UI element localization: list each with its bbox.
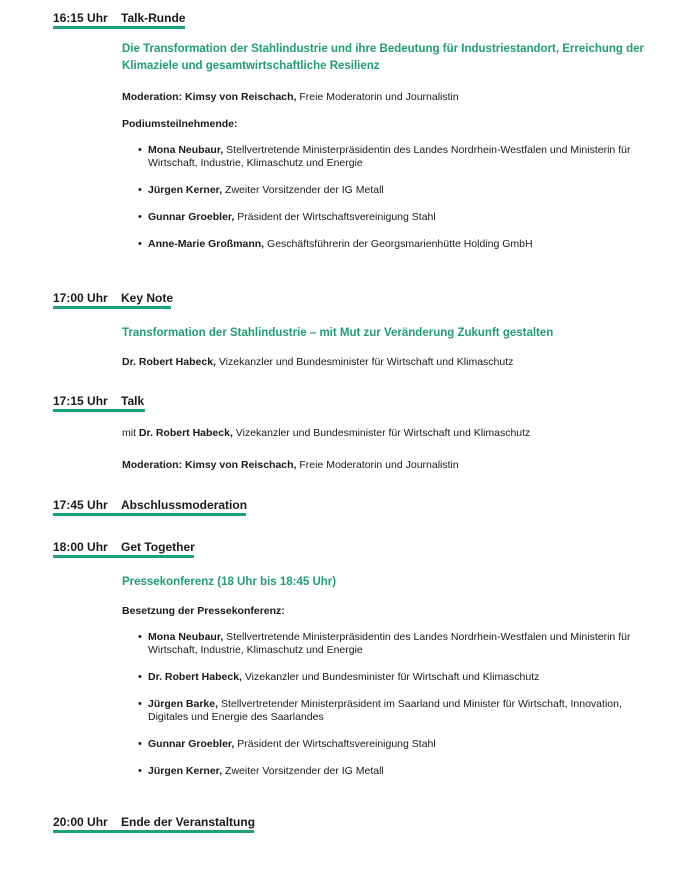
- section-subtitle: Transformation der Stahlindustrie – mit Mut zur Veränderung Zukunft gestalten: [122, 327, 554, 339]
- section-title: Ende der Veranstaltung: [121, 815, 256, 829]
- press-participant-list: [122, 631, 662, 778]
- speaker-role: Vizekanzler und Bundesminister für Wirtschaft und Klimaschutz: [215, 356, 514, 368]
- moderation-text: Freie Moderatorin und Journalistin: [296, 91, 459, 103]
- list-title: Besetzung der Pressekonferenz:: [122, 605, 285, 617]
- section-heading: [53, 394, 144, 408]
- section-time: 17:15 Uhr: [53, 394, 108, 408]
- talk-with-line: [122, 426, 662, 440]
- participant-role: Geschäftsführerin der Georgsmarienhütte Holding GmbH: [264, 238, 533, 250]
- section-title: Abschlussmoderation: [121, 498, 248, 512]
- section-heading: [53, 291, 173, 305]
- heading-underline: [53, 555, 194, 558]
- participant-name: Jürgen Kerner,: [148, 765, 223, 777]
- section-subtitle: Pressekonferenz (18 Uhr bis 18:45 Uhr): [122, 576, 337, 588]
- speaker-role: Vizekanzler und Bundesminister für Wirtschaft und Klimaschutz: [232, 427, 531, 439]
- moderation-label: Moderation: Kimsy von Reischach,: [122, 459, 297, 471]
- list-item: [122, 765, 662, 778]
- section-heading: [53, 498, 247, 512]
- participant-role: Präsident der Wirtschaftsvereinigung Stahl: [234, 211, 436, 223]
- participant-name: Gunnar Groebler,: [148, 738, 235, 750]
- list-item: [122, 738, 662, 751]
- moderation-label: Moderation: Kimsy von Reischach,: [122, 91, 297, 103]
- heading-underline: [53, 409, 145, 412]
- heading-underline: [53, 830, 254, 833]
- list-item: [122, 211, 662, 224]
- section-time: 17:00 Uhr: [53, 291, 108, 305]
- section-title: Get Together: [121, 540, 195, 554]
- list-item: [122, 238, 662, 251]
- section-title: Talk: [121, 394, 145, 408]
- participant-name: Anne-Marie Großmann,: [148, 238, 265, 250]
- section-title: Key Note: [121, 291, 174, 305]
- heading-underline: [53, 306, 171, 309]
- list-item: [122, 144, 662, 170]
- section-time: 17:45 Uhr: [53, 498, 108, 512]
- section-heading: [53, 11, 185, 25]
- participant-list: [122, 144, 662, 251]
- list-item: [122, 184, 662, 197]
- participant-role: Zweiter Vorsitzender der IG Metall: [222, 765, 384, 777]
- talk-with-prefix: mit: [122, 427, 139, 439]
- participant-role: Zweiter Vorsitzender der IG Metall: [222, 184, 384, 196]
- section-heading: [53, 815, 255, 829]
- participant-role: Stellvertretende Ministerpräsidentin des Landes Nordrhein-Westfalen und Ministerin für Wirtschaft, Industrie, Klimaschutz und Energie: [148, 144, 631, 169]
- heading-underline: [53, 26, 185, 29]
- participant-name: Gunnar Groebler,: [148, 211, 235, 223]
- moderation-text: Freie Moderatorin und Journalistin: [296, 459, 459, 471]
- list-title: Podiumsteilnehmende:: [122, 118, 238, 130]
- speaker-name: Dr. Robert Habeck,: [138, 427, 233, 439]
- speaker-line: [122, 355, 662, 369]
- participant-name: Dr. Robert Habeck,: [148, 671, 242, 683]
- section-time: 20:00 Uhr: [53, 815, 108, 829]
- list-item: [122, 671, 662, 684]
- moderation-line: [122, 90, 662, 104]
- participant-name: Jürgen Barke,: [148, 698, 219, 710]
- participant-name: Mona Neubaur,: [148, 144, 224, 156]
- participant-role: Stellvertretende Ministerpräsidentin des Landes Nordrhein-Westfalen und Ministerin für Wirtschaft, Industrie, Klimaschutz und Energie: [148, 631, 631, 656]
- participant-name: Mona Neubaur,: [148, 631, 224, 643]
- section-time: 18:00 Uhr: [53, 540, 108, 554]
- section-time: 16:15 Uhr: [53, 11, 108, 25]
- section-heading: [53, 540, 195, 554]
- heading-underline: [53, 513, 246, 516]
- participant-role: Präsident der Wirtschaftsvereinigung Stahl: [234, 738, 436, 750]
- participant-name: Jürgen Kerner,: [148, 184, 223, 196]
- speaker-name: Dr. Robert Habeck,: [122, 356, 216, 368]
- moderation-line: [122, 458, 662, 472]
- list-item: [122, 698, 662, 724]
- section-subtitle: Die Transformation der Stahlindustrie und ihre Bedeutung für Industriestandort, Erreichung der Klimaziele und gesamtwirtschaftliche Resilienz: [122, 43, 645, 72]
- section-title: Talk-Runde: [121, 11, 186, 25]
- participant-role: Vizekanzler und Bundesminister für Wirtschaft und Klimaschutz: [241, 671, 540, 683]
- list-item: [122, 631, 662, 657]
- participant-role: Stellvertretender Ministerpräsident im Saarland und Minister für Wirtschaft, Innovation, Digitales und Energie des Saarlandes: [148, 698, 622, 723]
